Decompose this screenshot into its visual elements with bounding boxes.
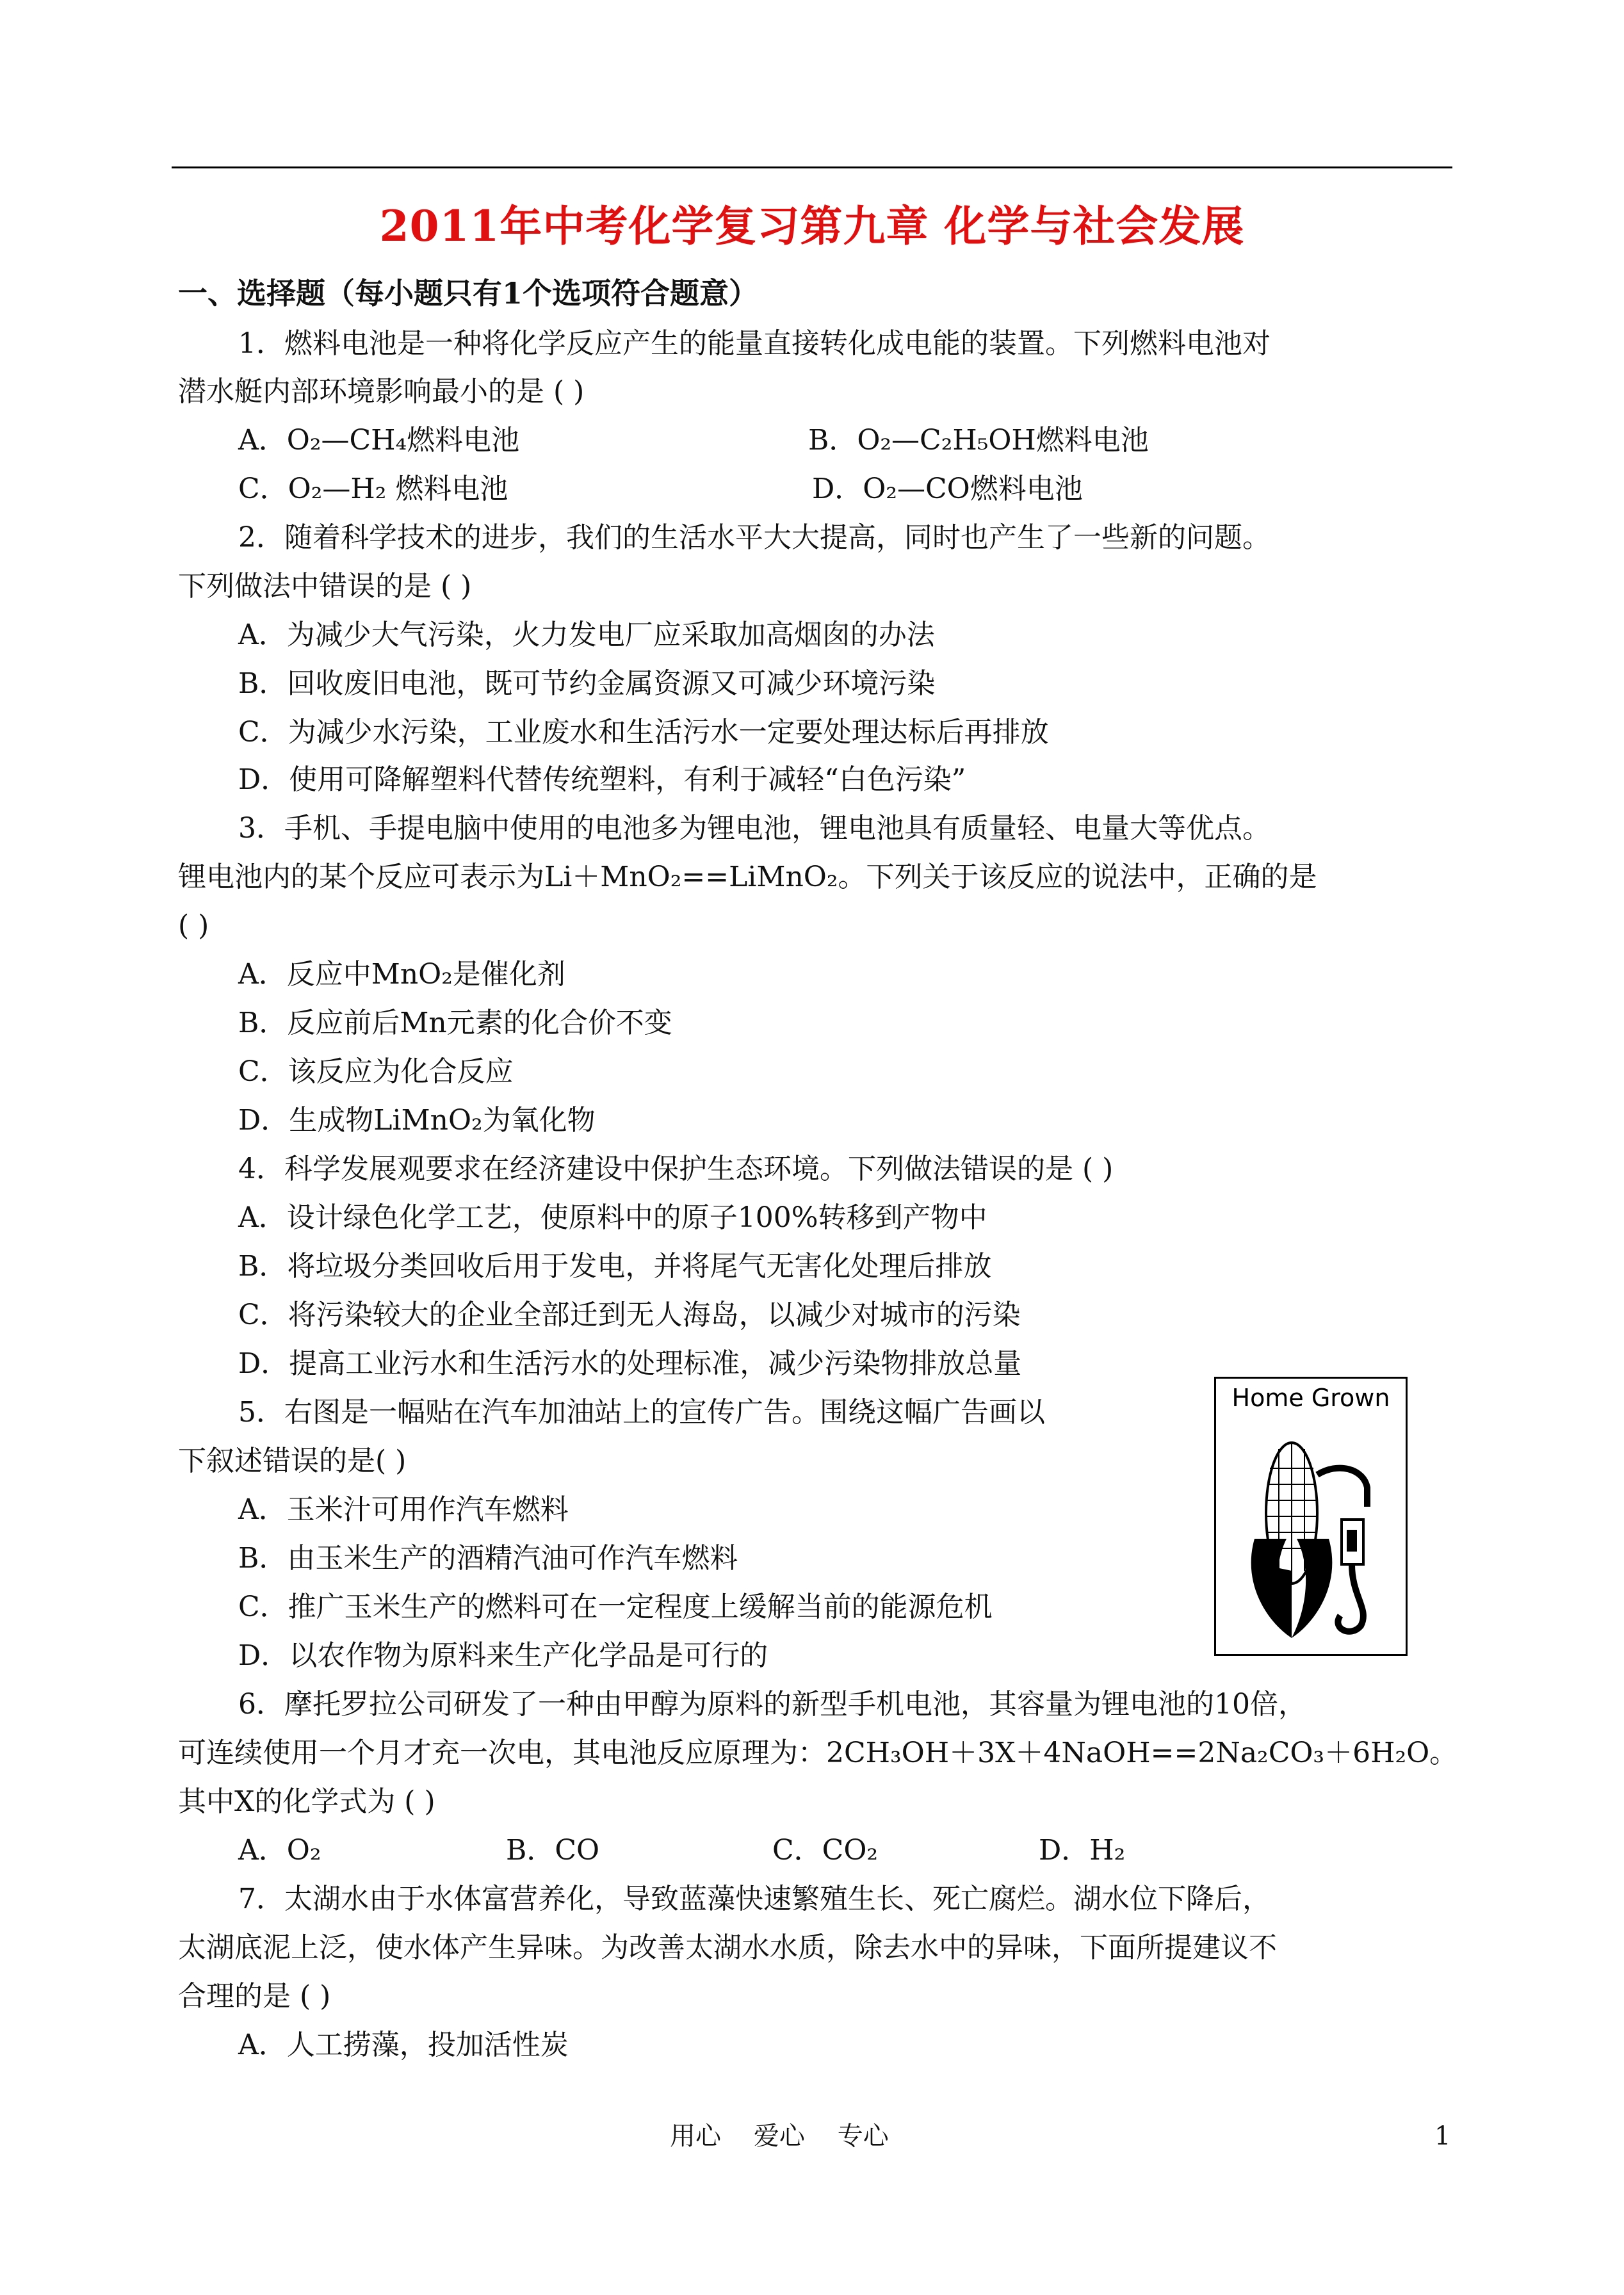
q6-stem-line2: 可连续使用一个月才充一次电，其电池反应原理为：2CH₃OH＋3X＋4NaOH==2Na₂CO₃＋6H₂O。 (178, 1737, 1458, 1769)
q3-option-a: A．反应中MnO₂是催化剂 (238, 958, 565, 991)
q5-option-d: D．以农作物为原料来生产化学品是可行的 (238, 1639, 768, 1672)
q5-stem-line2: 下叙述错误的是( ) (178, 1445, 407, 1477)
q3-option-b: B．反应前后Mn元素的化合价不变 (238, 1007, 672, 1039)
q7-stem-line2: 太湖底泥上泛，使水体产生异味。为改善太湖水水质，除去水中的异味，下面所提建议不 (178, 1931, 1277, 1964)
page-number: 1 (1434, 2121, 1451, 2151)
q4-option-a: A．设计绿色化学工艺，使原料中的原子100%转移到产物中 (238, 1201, 987, 1234)
q6-stem-line1: 6．摩托罗拉公司研发了一种由甲醇为原料的新型手机电池，其容量为锂电池的10倍， (238, 1688, 1306, 1721)
q5-option-c: C．推广玉米生产的燃料可在一定程度上缓解当前的能源危机 (238, 1591, 993, 1623)
q1-option-b: B．O₂—C₂H₅OH燃料电池 (808, 424, 1149, 457)
q3-stem-line1: 3．手机、手提电脑中使用的电池多为锂电池，锂电池具有质量轻、电量大等优点。 (238, 812, 1271, 845)
corn-with-fuel-nozzle-icon (1216, 1379, 1406, 1654)
q5-option-a: A．玉米汁可用作汽车燃料 (238, 1493, 569, 1526)
q6-option-a: A．O₂ (238, 1834, 321, 1867)
q7-stem-line3: 合理的是 ( ) (178, 1980, 331, 2013)
q2-option-c: C．为减少水污染，工业废水和生活污水一定要处理达标后再排放 (238, 716, 1049, 749)
q6-option-d: D．H₂ (1039, 1834, 1126, 1867)
q5-option-b: B．由玉米生产的酒精汽油可作汽车燃料 (238, 1542, 738, 1575)
figure-label: Home Grown (1231, 1384, 1390, 1412)
q2-stem-line1: 2．随着科学技术的进步，我们的生活水平大大提高，同时也产生了一些新的问题。 (238, 521, 1271, 554)
q1-stem-line2: 潜水艇内部环境影响最小的是 ( ) (178, 375, 585, 408)
q4-option-d: D．提高工业污水和生活污水的处理标准，减少污染物排放总量 (238, 1347, 1022, 1380)
q1-option-d: D．O₂—CO燃料电池 (812, 473, 1083, 505)
q7-option-a: A．人工捞藻，投加活性炭 (238, 2029, 569, 2061)
q3-stem-line3: ( ) (178, 909, 209, 942)
section-heading: 一、选择题（每小题只有1个选项符合题意） (178, 276, 759, 311)
footer-motto: 用心 爱心 专心 (670, 2121, 889, 2151)
page-title: 2011年中考化学复习第九章 化学与社会发展 (379, 201, 1245, 251)
q6-option-b: B．CO (506, 1834, 600, 1867)
header-rule (172, 166, 1452, 168)
q4-option-b: B．将垃圾分类回收后用于发电，并将尾气无害化处理后排放 (238, 1250, 992, 1283)
q3-option-c: C．该反应为化合反应 (238, 1055, 514, 1088)
q5-stem-line1: 5．右图是一幅贴在汽车加油站上的宣传广告。围绕这幅广告画以 (238, 1396, 1045, 1429)
q1-option-c: C．O₂—H₂ 燃料电池 (238, 473, 508, 505)
q1-option-a: A．O₂—CH₄燃料电池 (238, 424, 520, 457)
q2-option-d: D．使用可降解塑料代替传统塑料，有利于减轻“白色污染” (238, 763, 966, 796)
q6-stem-line3: 其中X的化学式为 ( ) (178, 1785, 435, 1818)
q4-option-c: C．将污染较大的企业全部迁到无人海岛，以减少对城市的污染 (238, 1299, 1021, 1331)
corn-fuel-advertisement-figure (1214, 1377, 1408, 1656)
q4-stem-line1: 4．科学发展观要求在经济建设中保护生态环境。下列做法错误的是 ( ) (238, 1153, 1114, 1185)
q7-stem-line1: 7．太湖水由于水体富营养化，导致蓝藻快速繁殖生长、死亡腐烂。湖水位下降后， (238, 1883, 1271, 1915)
q3-option-d: D．生成物LiMnO₂为氧化物 (238, 1104, 596, 1137)
q2-option-b: B．回收废旧电池，既可节约金属资源又可减少环境污染 (238, 667, 936, 700)
q2-option-a: A．为减少大气污染，火力发电厂应采取加高烟囱的办法 (238, 619, 935, 651)
q6-option-c: C．CO₂ (772, 1834, 879, 1867)
q1-stem-line1: 1．燃料电池是一种将化学反应产生的能量直接转化成电能的装置。下列燃料电池对 (238, 327, 1271, 360)
q2-stem-line2: 下列做法中错误的是 ( ) (178, 570, 472, 603)
q3-stem-line2: 锂电池内的某个反应可表示为Li＋MnO₂==LiMnO₂。下列关于该反应的说法中，正确的是 (178, 861, 1317, 893)
